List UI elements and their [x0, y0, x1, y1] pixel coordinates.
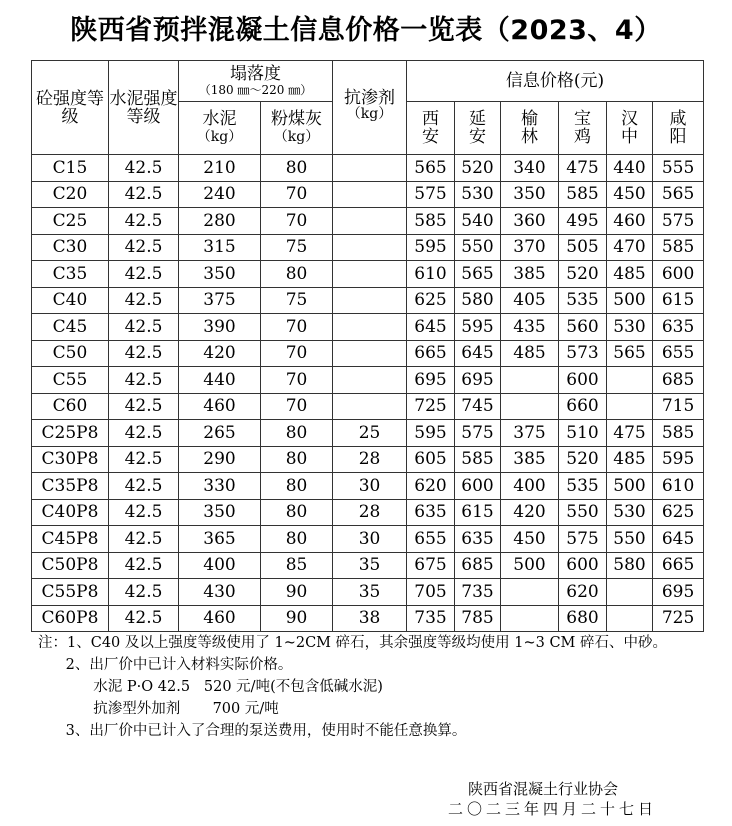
cell-price-xian: 595: [407, 420, 455, 447]
cell-flyash-kg: 70: [261, 393, 333, 420]
table-row: [32, 287, 704, 314]
cell-price-baoji: 535: [559, 287, 607, 314]
table-row: [32, 393, 704, 420]
cell-price-hanzhong: 485: [607, 261, 653, 288]
cell-price-baoji: 495: [559, 208, 607, 235]
cell-price-baoji: 550: [559, 499, 607, 526]
issuer: 陕西省混凝土行业协会: [468, 780, 619, 798]
cell-flyash-kg: 80: [261, 446, 333, 473]
cell-price-xianyang: 695: [653, 579, 704, 606]
cell-antiseep-kg: [333, 181, 407, 208]
cell-price-hanzhong: 565: [607, 340, 653, 367]
cell-cement-grade: 42.5: [109, 605, 179, 632]
header-flyash-label: 粉煤灰: [271, 109, 322, 129]
cell-price-baoji: 505: [559, 234, 607, 261]
cell-cement-kg: 390: [179, 314, 261, 341]
cell-antiseep-kg: 38: [333, 605, 407, 632]
cell-cement-kg: 350: [179, 499, 261, 526]
cell-antiseep-kg: [333, 314, 407, 341]
cell-price-yanan: 580: [455, 287, 501, 314]
cell-price-baoji: 475: [559, 155, 607, 182]
cell-cement-kg: 365: [179, 526, 261, 553]
cell-cement-kg: 375: [179, 287, 261, 314]
cell-cement-grade: 42.5: [109, 367, 179, 394]
table-row: [32, 155, 704, 182]
cell-price-xianyang: 585: [653, 420, 704, 447]
cell-price-xianyang: 725: [653, 605, 704, 632]
header-city-yulin: 榆林: [501, 102, 559, 155]
cell-grade: C20: [32, 181, 109, 208]
cell-price-yanan: 530: [455, 181, 501, 208]
cell-antiseep-kg: [333, 393, 407, 420]
table-row: [32, 181, 704, 208]
cell-price-xian: 565: [407, 155, 455, 182]
cell-cement-grade: 42.5: [109, 446, 179, 473]
cell-cement-grade: 42.5: [109, 473, 179, 500]
cell-grade: C25: [32, 208, 109, 235]
cell-price-xianyang: 555: [653, 155, 704, 182]
cell-price-hanzhong: 580: [607, 552, 653, 579]
cell-price-yulin: 350: [501, 181, 559, 208]
table-row: [32, 605, 704, 632]
cell-price-yulin: 485: [501, 340, 559, 367]
cell-cement-grade: 42.5: [109, 552, 179, 579]
cell-price-xianyang: 610: [653, 473, 704, 500]
header-price: [407, 61, 704, 102]
header-flyash: [261, 102, 333, 155]
cell-grade: C35P8: [32, 473, 109, 500]
table-row: [32, 579, 704, 606]
cell-price-yulin: 375: [501, 420, 559, 447]
cell-flyash-kg: 80: [261, 420, 333, 447]
cell-price-baoji: 600: [559, 552, 607, 579]
cell-price-yanan: 785: [455, 605, 501, 632]
cell-cement-kg: 240: [179, 181, 261, 208]
cell-grade: C25P8: [32, 420, 109, 447]
cell-price-yanan: 735: [455, 579, 501, 606]
table-row: [32, 340, 704, 367]
cell-price-baoji: 573: [559, 340, 607, 367]
cell-price-hanzhong: 450: [607, 181, 653, 208]
cell-price-yulin: 405: [501, 287, 559, 314]
cell-price-baoji: 585: [559, 181, 607, 208]
cell-grade: C15: [32, 155, 109, 182]
cell-price-yanan: 615: [455, 499, 501, 526]
header-strength: [32, 61, 109, 155]
cell-price-hanzhong: 475: [607, 420, 653, 447]
cell-price-baoji: 510: [559, 420, 607, 447]
cell-price-xian: 645: [407, 314, 455, 341]
table-row: [32, 367, 704, 394]
cell-flyash-kg: 80: [261, 526, 333, 553]
cell-price-yulin: 450: [501, 526, 559, 553]
cell-price-xian: 705: [407, 579, 455, 606]
cell-grade: C45: [32, 314, 109, 341]
cell-price-yulin: 420: [501, 499, 559, 526]
cell-grade: C60P8: [32, 605, 109, 632]
cell-antiseep-kg: [333, 367, 407, 394]
header-strength-label: 砼强度等 级: [36, 88, 104, 127]
cell-price-xian: 675: [407, 552, 455, 579]
cell-antiseep-kg: 35: [333, 579, 407, 606]
note-line: 水泥 P·O 42.5 520 元/吨(不包含低碱水泥): [38, 679, 383, 695]
header-antiseep: [333, 61, 407, 155]
cell-grade: C35: [32, 261, 109, 288]
cell-antiseep-kg: [333, 155, 407, 182]
cell-price-yanan: 540: [455, 208, 501, 235]
cell-grade: C40: [32, 287, 109, 314]
cell-cement-grade: 42.5: [109, 499, 179, 526]
cell-cement-grade: 42.5: [109, 340, 179, 367]
cell-price-yulin: 500: [501, 552, 559, 579]
cell-flyash-kg: 70: [261, 340, 333, 367]
cell-cement-kg: 440: [179, 367, 261, 394]
cell-price-xian: 620: [407, 473, 455, 500]
cell-flyash-kg: 85: [261, 552, 333, 579]
cell-price-xian: 735: [407, 605, 455, 632]
cell-price-yanan: 565: [455, 261, 501, 288]
cell-price-baoji: 660: [559, 393, 607, 420]
cell-price-xianyang: 600: [653, 261, 704, 288]
cell-antiseep-kg: 28: [333, 446, 407, 473]
cell-price-hanzhong: [607, 367, 653, 394]
cell-price-xianyang: 625: [653, 499, 704, 526]
cell-price-baoji: 680: [559, 605, 607, 632]
cell-cement-kg: 290: [179, 446, 261, 473]
cell-price-xianyang: 645: [653, 526, 704, 553]
header-slump-range: （180 ㎜～220 ㎜）: [198, 83, 313, 97]
cell-price-hanzhong: [607, 393, 653, 420]
cell-cement-kg: 460: [179, 605, 261, 632]
cell-flyash-kg: 70: [261, 208, 333, 235]
cell-price-yulin: 370: [501, 234, 559, 261]
cell-price-xianyang: 615: [653, 287, 704, 314]
cell-price-xianyang: 575: [653, 208, 704, 235]
cell-price-hanzhong: 530: [607, 314, 653, 341]
cell-grade: C50P8: [32, 552, 109, 579]
cell-cement-grade: 42.5: [109, 420, 179, 447]
header-antiseep-unit: （kg）: [346, 106, 393, 122]
cell-price-xianyang: 715: [653, 393, 704, 420]
cell-price-hanzhong: 500: [607, 473, 653, 500]
cell-cement-grade: 42.5: [109, 208, 179, 235]
cell-price-baoji: 620: [559, 579, 607, 606]
cell-price-yulin: [501, 367, 559, 394]
cell-cement-grade: 42.5: [109, 314, 179, 341]
cell-antiseep-kg: 35: [333, 552, 407, 579]
cell-grade: C30: [32, 234, 109, 261]
cell-price-xianyang: 585: [653, 234, 704, 261]
header-cement-unit: （kg）: [196, 129, 243, 145]
cell-price-xian: 595: [407, 234, 455, 261]
cell-price-hanzhong: [607, 579, 653, 606]
issue-date: 二〇二三年四月二十七日: [448, 800, 658, 818]
cell-cement-kg: 400: [179, 552, 261, 579]
cell-price-xianyang: 685: [653, 367, 704, 394]
header-slump: [179, 61, 333, 102]
cell-flyash-kg: 80: [261, 473, 333, 500]
cell-price-yanan: 595: [455, 314, 501, 341]
table-row: [32, 552, 704, 579]
cell-price-yulin: 385: [501, 261, 559, 288]
cell-cement-grade: 42.5: [109, 261, 179, 288]
note-line: 3、出厂价中已计入了合理的泵送费用，使用时不能任意换算。: [38, 723, 467, 739]
table-row: [32, 473, 704, 500]
cell-cement-kg: 280: [179, 208, 261, 235]
cell-cement-grade: 42.5: [109, 155, 179, 182]
cell-price-yulin: [501, 393, 559, 420]
cell-cement-grade: 42.5: [109, 287, 179, 314]
cell-price-xian: 655: [407, 526, 455, 553]
header-city-xianyang: 咸阳: [653, 102, 704, 155]
page-title: 陕西省预拌混凝土信息价格一览表（2023、4）: [70, 15, 662, 46]
cell-cement-kg: 420: [179, 340, 261, 367]
table-row: [32, 499, 704, 526]
table-row: [32, 526, 704, 553]
cell-grade: C55P8: [32, 579, 109, 606]
cell-price-hanzhong: 485: [607, 446, 653, 473]
cell-cement-kg: 330: [179, 473, 261, 500]
notes: [38, 632, 667, 742]
cell-price-yulin: 400: [501, 473, 559, 500]
cell-price-yanan: 745: [455, 393, 501, 420]
cell-antiseep-kg: [333, 287, 407, 314]
cell-price-xian: 575: [407, 181, 455, 208]
header-price-label: 信息价格(元): [505, 71, 605, 91]
table-row: [32, 420, 704, 447]
header-cement: [179, 102, 261, 155]
cell-flyash-kg: 90: [261, 605, 333, 632]
note-line: 2、出厂价中已计入材料实际价格。: [38, 657, 293, 673]
cell-price-yulin: 360: [501, 208, 559, 235]
cell-cement-kg: 315: [179, 234, 261, 261]
cell-grade: C55: [32, 367, 109, 394]
header-cement-label: 水泥: [202, 109, 237, 129]
cell-price-hanzhong: 470: [607, 234, 653, 261]
cell-price-hanzhong: 460: [607, 208, 653, 235]
cell-antiseep-kg: [333, 340, 407, 367]
cell-price-yanan: 600: [455, 473, 501, 500]
table-row: [32, 446, 704, 473]
cell-price-yanan: 695: [455, 367, 501, 394]
header-flyash-unit: （kg）: [273, 129, 320, 145]
cell-price-xian: 585: [407, 208, 455, 235]
cell-flyash-kg: 90: [261, 579, 333, 606]
header-city-yanan: 延安: [455, 102, 501, 155]
cell-price-baoji: 535: [559, 473, 607, 500]
cell-antiseep-kg: 30: [333, 473, 407, 500]
cell-flyash-kg: 70: [261, 314, 333, 341]
header-cement-grade-label: 水泥强度等级: [109, 88, 178, 127]
table-row: [32, 208, 704, 235]
cell-flyash-kg: 80: [261, 499, 333, 526]
table-row: [32, 314, 704, 341]
note-line: 抗渗型外加剂 700 元/吨: [38, 701, 279, 717]
cell-antiseep-kg: [333, 234, 407, 261]
cell-price-xian: 610: [407, 261, 455, 288]
cell-price-baoji: 560: [559, 314, 607, 341]
cell-price-yanan: 635: [455, 526, 501, 553]
note-line: 注：1、C40 及以上强度等级使用了 1~2CM 碎石，其余强度等级均使用 1~3 CM 碎石、中砂。: [38, 635, 668, 651]
cell-antiseep-kg: [333, 261, 407, 288]
cell-price-hanzhong: [607, 605, 653, 632]
cell-price-baoji: 520: [559, 261, 607, 288]
cell-cement-kg: 350: [179, 261, 261, 288]
cell-flyash-kg: 75: [261, 234, 333, 261]
cell-price-hanzhong: 530: [607, 499, 653, 526]
price-table: [31, 60, 704, 632]
header-slump-label: 塌落度: [230, 64, 281, 84]
cell-price-baoji: 575: [559, 526, 607, 553]
cell-antiseep-kg: 28: [333, 499, 407, 526]
cell-price-xian: 605: [407, 446, 455, 473]
cell-grade: C50: [32, 340, 109, 367]
table-row: [32, 261, 704, 288]
cell-price-baoji: 600: [559, 367, 607, 394]
cell-cement-grade: 42.5: [109, 393, 179, 420]
header-city-xian: 西安: [407, 102, 455, 155]
cell-grade: C60: [32, 393, 109, 420]
cell-price-hanzhong: 440: [607, 155, 653, 182]
cell-flyash-kg: 75: [261, 287, 333, 314]
cell-price-xianyang: 665: [653, 552, 704, 579]
cell-price-yulin: 340: [501, 155, 559, 182]
cell-price-xianyang: 655: [653, 340, 704, 367]
cell-price-xianyang: 635: [653, 314, 704, 341]
cell-price-xianyang: 595: [653, 446, 704, 473]
cell-grade: C40P8: [32, 499, 109, 526]
header-city-hanzhong: 汉中: [607, 102, 653, 155]
cell-cement-grade: 42.5: [109, 234, 179, 261]
cell-grade: C45P8: [32, 526, 109, 553]
cell-price-xianyang: 565: [653, 181, 704, 208]
cell-price-hanzhong: 500: [607, 287, 653, 314]
cell-price-hanzhong: 550: [607, 526, 653, 553]
cell-price-yanan: 685: [455, 552, 501, 579]
cell-price-yanan: 585: [455, 446, 501, 473]
cell-flyash-kg: 70: [261, 181, 333, 208]
cell-cement-kg: 430: [179, 579, 261, 606]
header-cement-grade: [109, 61, 179, 155]
cell-cement-grade: 42.5: [109, 526, 179, 553]
cell-price-xian: 625: [407, 287, 455, 314]
cell-antiseep-kg: 30: [333, 526, 407, 553]
cell-flyash-kg: 80: [261, 261, 333, 288]
cell-price-yulin: 385: [501, 446, 559, 473]
cell-grade: C30P8: [32, 446, 109, 473]
cell-price-yulin: [501, 605, 559, 632]
cell-price-yulin: [501, 579, 559, 606]
cell-price-xian: 725: [407, 393, 455, 420]
cell-price-yanan: 575: [455, 420, 501, 447]
cell-price-yulin: 435: [501, 314, 559, 341]
cell-price-xian: 695: [407, 367, 455, 394]
cell-price-baoji: 520: [559, 446, 607, 473]
cell-cement-kg: 265: [179, 420, 261, 447]
cell-price-yanan: 550: [455, 234, 501, 261]
cell-flyash-kg: 70: [261, 367, 333, 394]
header-antiseep-label: 抗渗剂: [344, 88, 396, 108]
table-row: [32, 234, 704, 261]
cell-price-xian: 635: [407, 499, 455, 526]
cell-antiseep-kg: [333, 208, 407, 235]
cell-price-yanan: 520: [455, 155, 501, 182]
cell-cement-kg: 460: [179, 393, 261, 420]
cell-flyash-kg: 80: [261, 155, 333, 182]
cell-price-xian: 665: [407, 340, 455, 367]
header-city-baoji: 宝鸡: [559, 102, 607, 155]
cell-cement-grade: 42.5: [109, 579, 179, 606]
cell-antiseep-kg: 25: [333, 420, 407, 447]
cell-cement-grade: 42.5: [109, 181, 179, 208]
cell-cement-kg: 210: [179, 155, 261, 182]
cell-price-yanan: 645: [455, 340, 501, 367]
